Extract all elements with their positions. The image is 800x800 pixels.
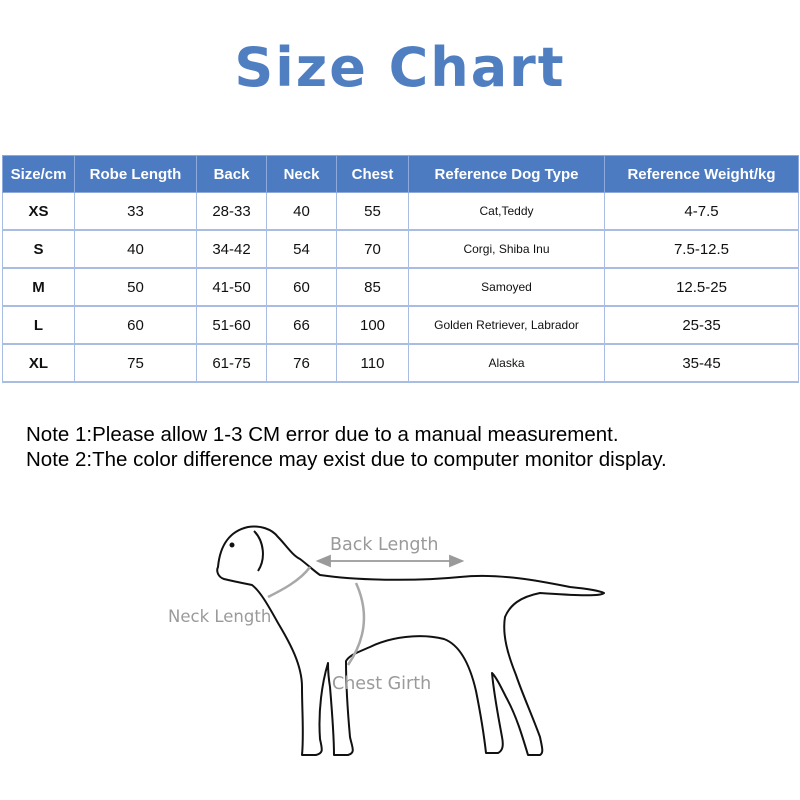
header-dog-type: Reference Dog Type [409,156,605,193]
header-weight: Reference Weight/kg [605,156,799,193]
cell-size: L [3,306,75,344]
cell-dog-type: Cat,Teddy [409,193,605,231]
cell-weight: 12.5-25 [605,268,799,306]
cell-back: 51-60 [197,306,267,344]
dog-diagram-svg [160,515,620,765]
dog-ear-icon [254,531,263,571]
cell-robe-length: 33 [75,193,197,231]
page-title: Size Chart [234,36,566,99]
table-row [3,230,799,268]
cell-robe-length: 75 [75,344,197,382]
back-length-arrow-icon [318,556,462,566]
cell-chest: 70 [337,230,409,268]
neck-length-label: Neck Length [168,607,272,626]
cell-dog-type: Corgi, Shiba Inu [409,230,605,268]
cell-neck: 76 [267,344,337,382]
dog-measurement-diagram [160,515,620,770]
note-1: Note 1:Please allow 1-3 CM error due to a manual measurement. [26,423,619,446]
cell-size: M [3,268,75,306]
cell-neck: 60 [267,268,337,306]
table-row [3,268,799,306]
cell-chest: 100 [337,306,409,344]
cell-chest: 55 [337,193,409,231]
chest-girth-label: Chest Girth [332,674,432,694]
header-robe-length: Robe Length [75,156,197,193]
header-chest: Chest [337,156,409,193]
cell-robe-length: 50 [75,268,197,306]
cell-size: XS [3,193,75,231]
cell-weight: 25-35 [605,306,799,344]
cell-weight: 4-7.5 [605,193,799,231]
table-row [3,193,799,231]
dog-eye-icon [230,543,235,548]
chest-measure-line-icon [348,583,364,665]
table-row [3,306,799,344]
cell-back: 28-33 [197,193,267,231]
header-back: Back [197,156,267,193]
size-table [2,155,799,383]
cell-size: XL [3,344,75,382]
header-neck: Neck [267,156,337,193]
cell-chest: 85 [337,268,409,306]
cell-neck: 40 [267,193,337,231]
table-row [3,344,799,382]
table-header-row [3,156,799,193]
cell-weight: 7.5-12.5 [605,230,799,268]
cell-robe-length: 60 [75,306,197,344]
cell-back: 34-42 [197,230,267,268]
cell-back: 41-50 [197,268,267,306]
cell-dog-type: Golden Retriever, Labrador [409,306,605,344]
neck-measure-line-icon [268,567,310,597]
cell-robe-length: 40 [75,230,197,268]
back-length-label: Back Length [330,535,439,555]
cell-neck: 54 [267,230,337,268]
cell-neck: 66 [267,306,337,344]
cell-dog-type: Samoyed [409,268,605,306]
cell-chest: 110 [337,344,409,382]
cell-back: 61-75 [197,344,267,382]
note-2: Note 2:The color difference may exist due to computer monitor display. [26,448,667,471]
header-size: Size/cm [3,156,75,193]
notes [26,422,667,472]
cell-size: S [3,230,75,268]
cell-dog-type: Alaska [409,344,605,382]
cell-weight: 35-45 [605,344,799,382]
